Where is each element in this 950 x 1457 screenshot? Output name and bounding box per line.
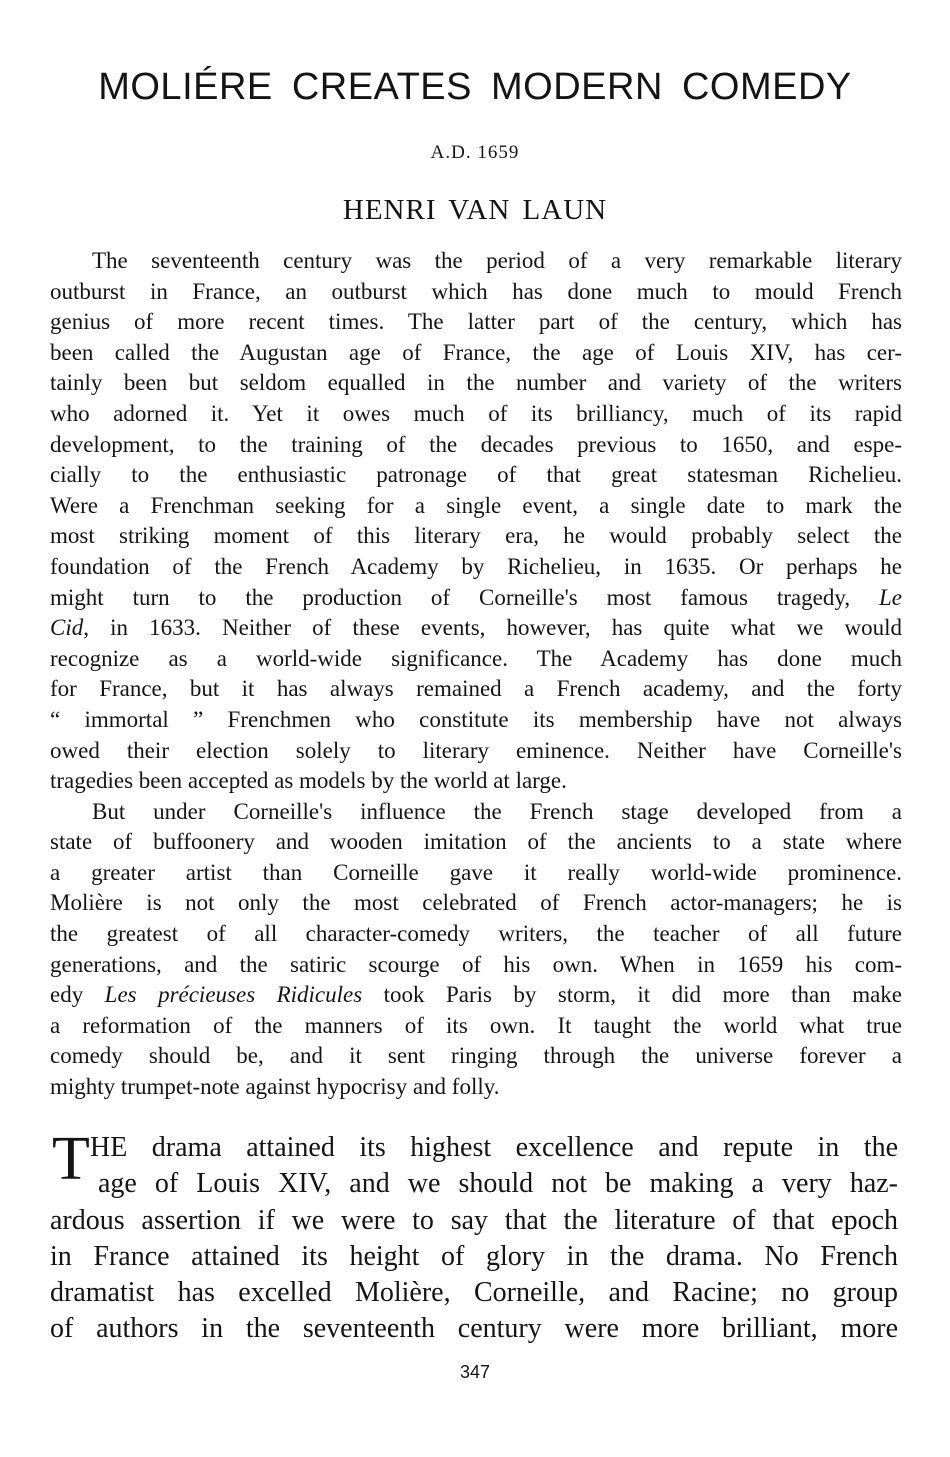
text-line: a greater artist than Corneille gave it really world-wide prominence. xyxy=(50,859,902,885)
text-line: the greatest of all character-comedy writers, the teacher of all future xyxy=(50,921,902,947)
main-text xyxy=(50,1125,898,1348)
text-line: ardous assertion if we were to say that the literature of that epoch xyxy=(50,1204,898,1236)
text-line xyxy=(50,583,902,614)
text-line: mighty trumpet-note against hypocrisy and folly. xyxy=(50,1074,500,1100)
text-segment: took Paris by storm, it did more than make xyxy=(383,982,903,1008)
text-line: Molière is not only the most celebrated of French actor-managers; he is xyxy=(50,890,902,916)
italic-title: Le xyxy=(879,584,902,610)
text-line: “ immortal ” Frenchmen who constitute its membership have not always xyxy=(50,706,902,732)
text-line: development, to the training of the decades previous to 1650, and espe- xyxy=(50,431,902,457)
italic-title: Cid xyxy=(50,615,84,641)
text-line: comedy should be, and it sent ringing through the universe forever a xyxy=(50,1043,902,1069)
text-line: age of Louis XIV, and we should not be making a very haz- xyxy=(98,1168,898,1200)
text-line: owed their election solely to literary eminence. Neither have Corneille's xyxy=(50,737,902,763)
italic-title: Les précieuses Ridicules xyxy=(104,982,363,1008)
text-line: tainly been but seldom equalled in the number and variety of the writers xyxy=(50,370,902,396)
text-line: foundation of the French Academy by Richelieu, in 1635. Or perhaps he xyxy=(50,553,902,579)
page-number: 347 xyxy=(459,1362,491,1382)
text-line: recognize as a world-wide significance. The Academy has done much xyxy=(50,645,902,671)
text-line: Were a Frenchman seeking for a single event, a single date to mark the xyxy=(50,492,902,518)
text-line: dramatist has excelled Molière, Corneille, and Racine; no group xyxy=(50,1277,898,1309)
text-line: tragedies been accepted as models by the world at large. xyxy=(50,768,567,794)
introduction-paragraphs xyxy=(50,246,902,1103)
text-line: for France, but it has always remained a French academy, and the forty xyxy=(50,676,902,702)
chapter-title: MOLIÉRE CREATES MODERN COMEDY xyxy=(98,66,852,108)
text-line xyxy=(50,613,902,644)
text-line: in France attained its height of glory in the drama. No French xyxy=(50,1240,898,1272)
text-segment: edy xyxy=(50,982,84,1008)
chapter-author: HENRI VAN LAUN xyxy=(342,194,608,226)
text-line: genius of more recent times. The latter part of the century, which has xyxy=(50,309,902,335)
text-line: state of buffoonery and wooden imitation of the ancients to a state where xyxy=(50,829,902,855)
text-line: who adorned it. Yet it owes much of its brilliancy, much of its rapid xyxy=(50,400,902,426)
text-line: of authors in the seventeenth century were more brilliant, more xyxy=(50,1313,898,1345)
chapter-date: A.D. 1659 xyxy=(430,142,520,163)
text-line: most striking moment of this literary era, he would probably select the xyxy=(50,523,902,549)
text-line: But under Corneille's influence the French stage developed from a xyxy=(92,798,902,824)
text-line xyxy=(50,980,902,1011)
text-line: outburst in France, an outburst which has done much to mould French xyxy=(50,278,902,304)
text-line: cially to the enthusiastic patronage of that great statesman Richelieu. xyxy=(50,462,902,488)
text-segment: , in 1633. Neither of these events, however, has quite what we would xyxy=(83,615,902,641)
text-line: been called the Augustan age of France, the age of Louis XIV, has cer- xyxy=(50,339,902,365)
text-line: HE drama attained its highest excellence and repute in the xyxy=(90,1132,898,1163)
text-line: a reformation of the manners of its own. It taught the world what true xyxy=(50,1012,902,1038)
drop-cap: T xyxy=(52,1125,90,1193)
text-line: The seventeenth century was the period of a very remarkable literary xyxy=(92,248,902,273)
text-segment: might turn to the production of Corneille's most famous tragedy, xyxy=(50,584,851,610)
text-line: generations, and the satiric scourge of his own. When in 1659 his com- xyxy=(50,951,902,977)
